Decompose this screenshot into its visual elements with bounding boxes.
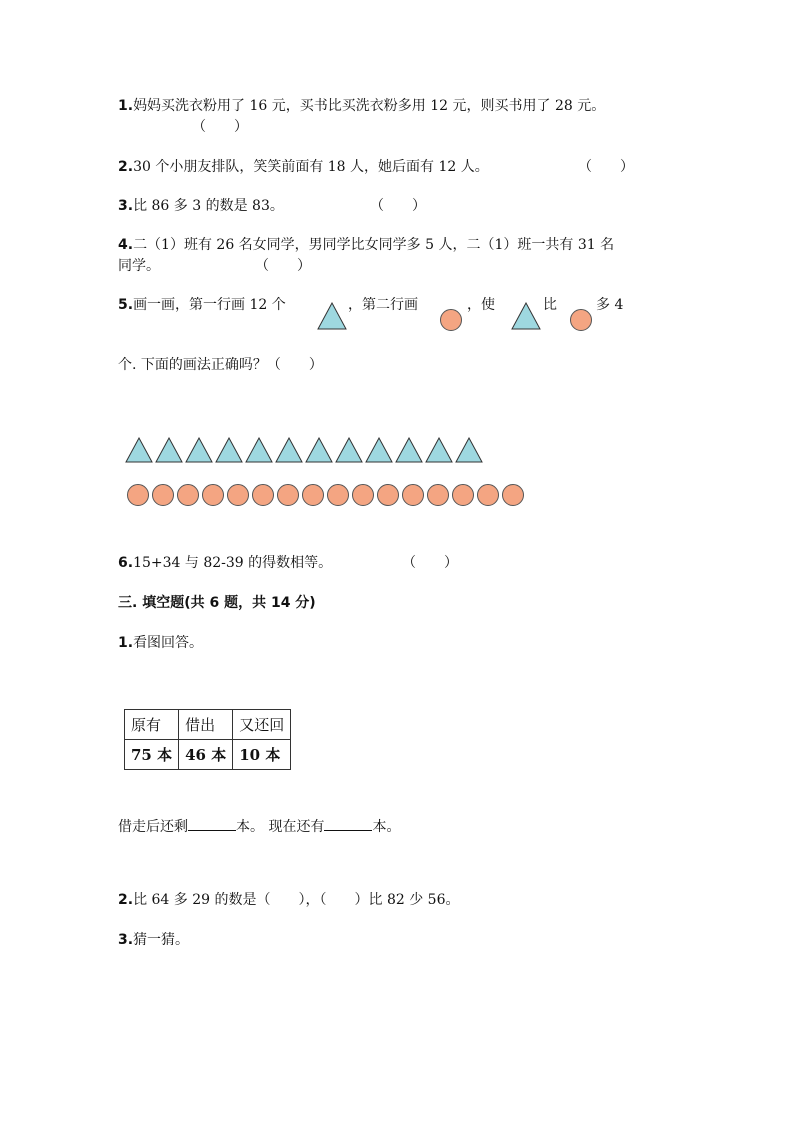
circle-icon: [227, 484, 249, 506]
circle-icon: [570, 309, 592, 331]
answer-paren[interactable]: （ ）: [578, 159, 634, 175]
answer-blank[interactable]: [188, 818, 236, 831]
circle-icon: [440, 309, 462, 331]
fill-question-2: [118, 893, 459, 907]
table-header: 原有: [125, 710, 179, 740]
triangle-icon: [455, 437, 483, 463]
question-number: 6.: [118, 555, 134, 571]
answer-text: 本。: [372, 819, 401, 835]
circle-icon: [327, 484, 349, 506]
circle-icon: [302, 484, 324, 506]
section-title: 三. 填空题(共 6 题，共 14 分): [118, 595, 316, 611]
question-6: [118, 556, 332, 570]
triangle-icon: [215, 437, 243, 463]
question-1: [118, 99, 605, 113]
triangle-icon: [335, 437, 363, 463]
fill-answer-line: [118, 818, 400, 834]
circle-icon: [277, 484, 299, 506]
question-number: 3.: [118, 198, 134, 214]
triangle-icon: [275, 437, 303, 463]
question-text: 多 4: [596, 297, 624, 313]
triangle-icon: [245, 437, 273, 463]
question-4: [118, 238, 614, 252]
question-5-line2: 个. 下面的画法正确吗？（ ）: [118, 357, 323, 373]
question-2: [118, 160, 489, 174]
question-4-line2: 同学。: [118, 258, 160, 274]
answer-paren[interactable]: （ ）: [255, 258, 311, 274]
table-header: 又还回: [233, 710, 291, 740]
circle-icon: [252, 484, 274, 506]
answer-text: 借走后还剩: [118, 819, 188, 835]
question-3: [118, 199, 284, 213]
question-number: 4.: [118, 237, 134, 253]
question-number: 2.: [118, 892, 134, 908]
circle-icon: [152, 484, 174, 506]
circle-icon: [502, 484, 524, 506]
circle-icon: [377, 484, 399, 506]
circle-icon: [477, 484, 499, 506]
book-table: [124, 709, 291, 770]
triangle-icon: [185, 437, 213, 463]
table-cell: 75 本: [125, 740, 179, 770]
question-text: 比: [543, 297, 557, 313]
question-text: 30 个小朋友排队，笑笑前面有 18 人，她后面有 12 人。: [133, 159, 489, 175]
fill-question-3: [118, 933, 189, 947]
table-header-row: [125, 710, 291, 740]
table-row: [125, 740, 291, 770]
circle-icon: [177, 484, 199, 506]
triangle-icon: [395, 437, 423, 463]
question-text: 看图回答。: [133, 635, 204, 651]
question-text: 比 86 多 3 的数是 83。: [133, 198, 284, 214]
answer-paren[interactable]: （ ）: [402, 555, 458, 571]
question-5: [118, 298, 286, 312]
triangle-icon: [305, 437, 333, 463]
question-text: ，使: [467, 297, 495, 313]
question-text: 画一画，第一行画 12 个: [133, 297, 286, 313]
question-number: 2.: [118, 159, 134, 175]
circle-icon: [202, 484, 224, 506]
triangle-icon: [317, 302, 347, 330]
triangle-icon: [155, 437, 183, 463]
table-cell: 46 本: [179, 740, 233, 770]
question-number: 5.: [118, 297, 134, 313]
triangle-icon: [365, 437, 393, 463]
circle-icon: [427, 484, 449, 506]
triangle-icon: [125, 437, 153, 463]
answer-paren[interactable]: （ ）: [370, 198, 426, 214]
question-text: ，第二行画: [348, 297, 418, 313]
table-header: 借出: [179, 710, 233, 740]
triangle-icon: [425, 437, 453, 463]
circle-icon: [127, 484, 149, 506]
question-text: 二（1）班有 26 名女同学，男同学比女同学多 5 人，二（1）班一共有 31 名: [133, 237, 615, 253]
answer-text: 本。 现在还有: [236, 819, 325, 835]
circle-icon: [402, 484, 424, 506]
answer-blank[interactable]: [324, 818, 372, 831]
question-text: 比 64 多 29 的数是（ ），（ ）比 82 少 56。: [133, 892, 460, 908]
question-number: 1.: [118, 635, 134, 651]
question-number: 1.: [118, 98, 134, 114]
question-number: 3.: [118, 932, 134, 948]
question-text: 妈妈买洗衣粉用了 16 元，买书比买洗衣粉多用 12 元，则买书用了 28 元。: [133, 98, 606, 114]
question-text: 猜一猜。: [133, 932, 190, 948]
answer-paren[interactable]: （ ）: [192, 119, 248, 135]
circle-icon: [352, 484, 374, 506]
circle-icon: [452, 484, 474, 506]
triangle-icon: [511, 302, 541, 330]
question-text: 15+34 与 82-39 的得数相等。: [133, 555, 333, 571]
fill-question-1: [118, 636, 203, 650]
table-cell: 10 本: [233, 740, 291, 770]
